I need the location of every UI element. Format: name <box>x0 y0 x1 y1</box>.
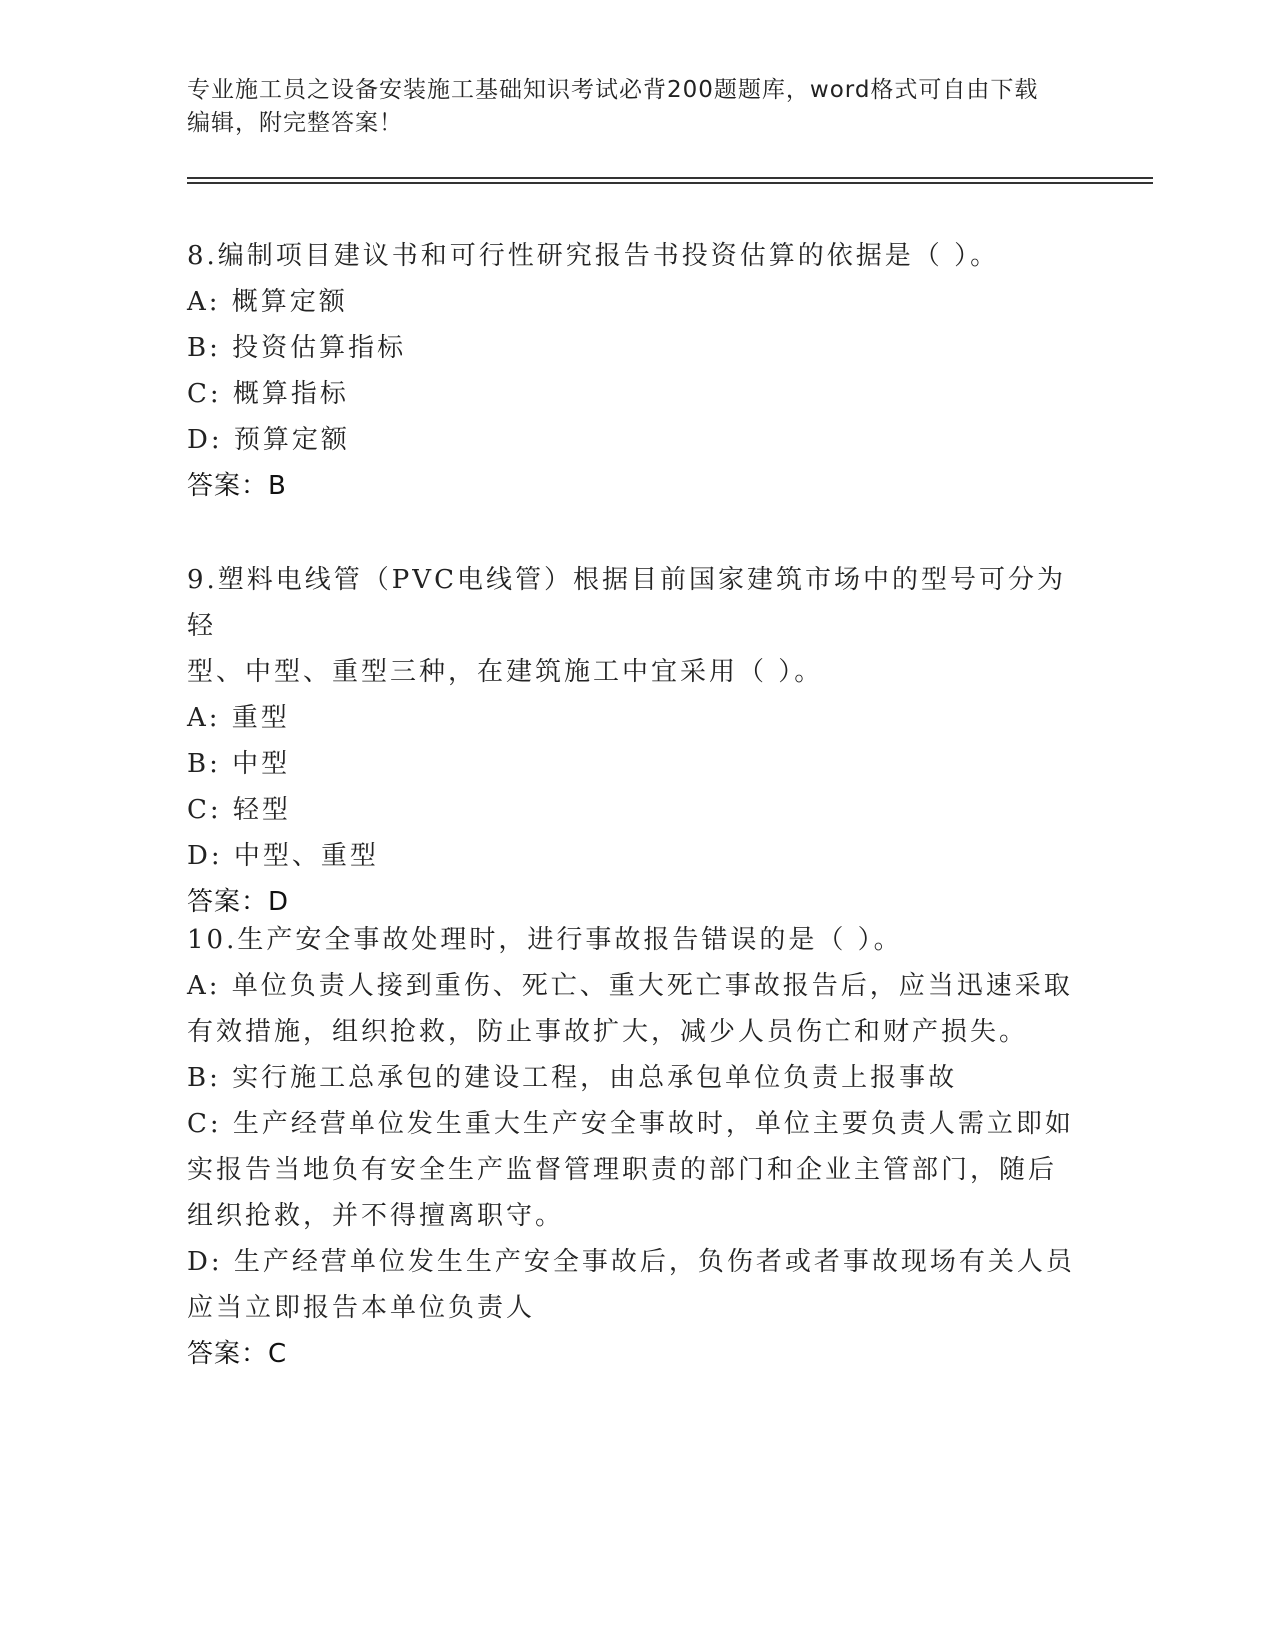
answer: 答案：B <box>187 471 287 501</box>
question-9 <box>187 557 1087 925</box>
question-10 <box>187 917 1087 1377</box>
option-a-line-2: 有效措施，组织抢救，防止事故扩大，减少人员伤亡和财产损失。 <box>187 1017 1029 1047</box>
option-c-line-1: C: 生产经营单位发生重大生产安全事故时，单位主要负责人需立即如 <box>187 1109 1074 1139</box>
question-stem: 8.编制项目建议书和可行性研究报告书投资估算的依据是（ ）。 <box>187 241 1000 271</box>
question-stem-line-2: 型、中型、重型三种，在建筑施工中宜采用（ ）。 <box>187 657 824 687</box>
option-a: A: 概算定额 <box>187 287 348 317</box>
option-b: B: 实行施工总承包的建设工程，由总承包单位负责上报事故 <box>187 1063 958 1093</box>
header-divider-bottom <box>187 182 1153 184</box>
option-b: B: 中型 <box>187 749 291 779</box>
document-header <box>187 74 1087 140</box>
question-stem: 10.生产安全事故处理时，进行事故报告错误的是（ ）。 <box>187 925 903 955</box>
option-d-line-1: D: 生产经营单位发生生产安全事故后，负伤者或者事故现场有关人员 <box>187 1247 1075 1277</box>
header-title-line-2: 编辑，附完整答案！ <box>187 110 403 136</box>
option-c-line-2: 实报告当地负有安全生产监督管理职责的部门和企业主管部门，随后 <box>187 1155 1058 1185</box>
option-c: C: 轻型 <box>187 795 291 825</box>
option-d-line-2: 应当立即报告本单位负责人 <box>187 1293 536 1323</box>
question-8 <box>187 233 1087 509</box>
option-a-line-1: A: 单位负责人接到重伤、死亡、重大死亡事故报告后，应当迅速采取 <box>187 971 1073 1001</box>
option-c: C: 概算指标 <box>187 379 349 409</box>
option-d: D: 中型、重型 <box>187 841 379 871</box>
answer: 答案：D <box>187 887 290 917</box>
answer: 答案：C <box>187 1339 288 1369</box>
header-title-line-1: 专业施工员之设备安装施工基础知识考试必背200题题库，word格式可自由下载 <box>187 77 1039 103</box>
question-stem-line-1: 9.塑料电线管（PVC电线管）根据目前国家建筑市场中的型号可分为轻 <box>187 565 1066 641</box>
option-d: D: 预算定额 <box>187 425 350 455</box>
option-c-line-3: 组织抢救，并不得擅离职守。 <box>187 1201 565 1231</box>
option-b: B: 投资估算指标 <box>187 333 407 363</box>
header-divider-top <box>187 177 1153 179</box>
option-a: A: 重型 <box>187 703 290 733</box>
